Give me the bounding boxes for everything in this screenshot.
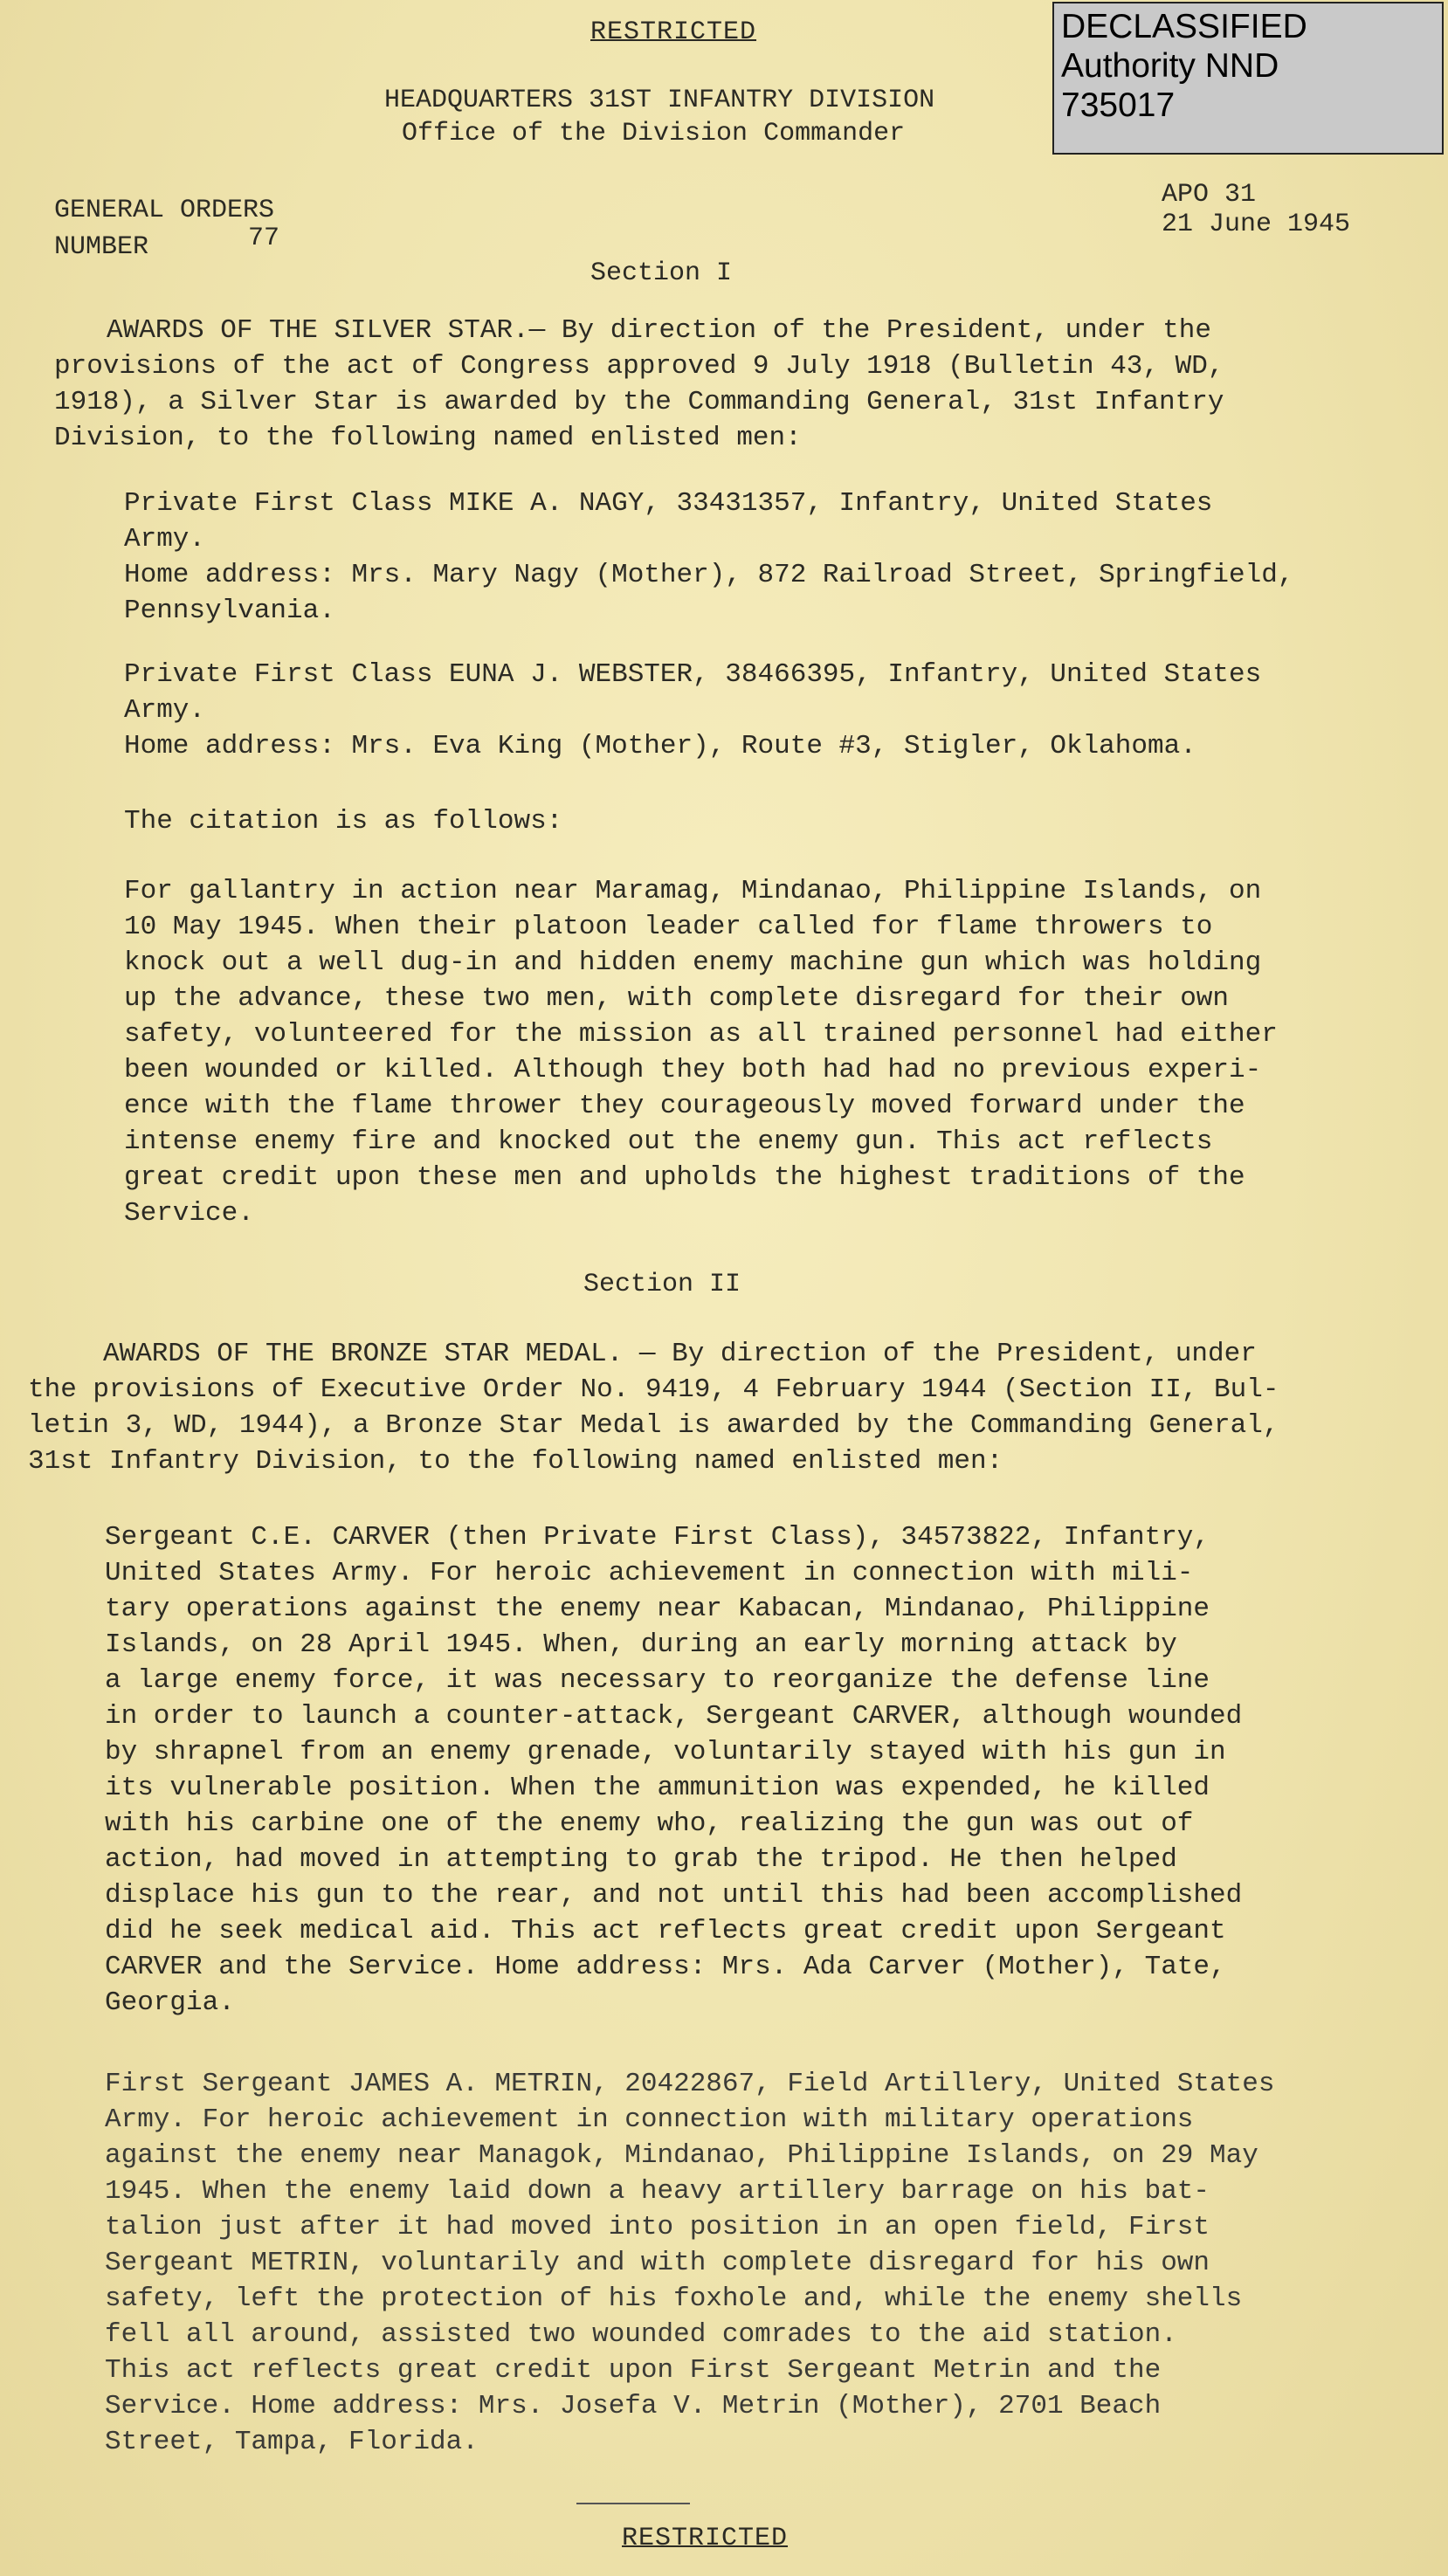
citation-text (124, 873, 1278, 1231)
award-line: Army. For heroic achievement in connection with military operations (105, 2104, 1194, 2135)
award-line: fell all around, assisted two wounded comrades to the aid station. (105, 2319, 1177, 2350)
recipient-line: Pennsylvania. (124, 596, 335, 626)
citation-line: ence with the flame thrower they courageously moved forward under the (124, 1091, 1245, 1121)
award-line: CARVER and the Service. Home address: Mrs. Ada Carver (Mother), Tate, (105, 1952, 1226, 1982)
intro-line: AWARDS OF THE SILVER STAR.— By direction of the President, under the (107, 315, 1212, 346)
award-line: 1945. When the enemy laid down a heavy artillery barrage on his bat- (105, 2176, 1210, 2207)
office-title: Office of the Division Commander (402, 119, 906, 148)
recipient-line: Home address: Mrs. Eva King (Mother), Route #3, Stigler, Oklahoma. (124, 731, 1196, 761)
intro-line: 1918), a Silver Star is awarded by the Commanding General, 31st Infantry (54, 387, 1224, 417)
award-line: tary operations against the enemy near Kabacan, Mindanao, Philippine (105, 1594, 1210, 1624)
award-line: talion just after it had moved into position in an open field, First (105, 2212, 1210, 2242)
citation-line: been wounded or killed. Although they both had had no previous experi- (124, 1055, 1262, 1085)
citation-line: knock out a well dug-in and hidden enemy machine gun which was holding (124, 947, 1262, 978)
award-line: in order to launch a counter-attack, Sergeant CARVER, although wounded (105, 1701, 1243, 1732)
citation-line: safety, volunteered for the mission as all trained personnel had either (124, 1019, 1278, 1050)
citation-line: intense enemy fire and knocked out the enemy gun. This act reflects (124, 1126, 1213, 1157)
stamp-line-2: Authority NND (1061, 47, 1279, 85)
intro-line: 31st Infantry Division, to the following named enlisted men: (28, 1446, 1003, 1477)
award-metrin (105, 2066, 1274, 2460)
award-line: First Sergeant JAMES A. METRIN, 20422867, Field Artillery, United States (105, 2069, 1275, 2099)
award-line: Islands, on 28 April 1945. When, during an early morning attack by (105, 1629, 1177, 1660)
citation-line: up the advance, these two men, with complete disregard for their own (124, 983, 1230, 1014)
recipient-line: Home address: Mrs. Mary Nagy (Mother), 872 Railroad Street, Springfield, (124, 560, 1294, 590)
section-1-heading: Section I (590, 258, 733, 288)
award-line: This act reflects great credit upon First Sergeant Metrin and the (105, 2355, 1162, 2386)
recipient-line: Private First Class EUNA J. WEBSTER, 38466395, Infantry, United States (124, 659, 1262, 690)
intro-line: letin 3, WD, 1944), a Bronze Star Medal is awarded by the Commanding General, (28, 1410, 1279, 1441)
award-line: Sergeant METRIN, voluntarily and with complete disregard for his own (105, 2248, 1210, 2278)
award-line: Sergeant C.E. CARVER (then Private First Class), 34573822, Infantry, (105, 1522, 1210, 1553)
restricted-top: RESTRICTED (590, 17, 757, 47)
award-line: Street, Tampa, Florida. (105, 2427, 479, 2457)
citation-line: 10 May 1945. When their platoon leader called for flame throwers to (124, 912, 1213, 942)
award-line: United States Army. For heroic achievement in connection with mili- (105, 1558, 1194, 1588)
citation-line: For gallantry in action near Maramag, Mindanao, Philippine Islands, on (124, 876, 1262, 906)
award-line: Service. Home address: Mrs. Josefa V. Metrin (Mother), 2701 Beach (105, 2391, 1162, 2421)
recipient-line: Army. (124, 524, 206, 554)
award-line: did he seek medical aid. This act reflects great credit upon Sergeant (105, 1916, 1226, 1946)
stamp-line-3: 735017 (1061, 86, 1176, 124)
award-line: a large enemy force, it was necessary to reorganize the defense line (105, 1665, 1210, 1696)
intro-line: AWARDS OF THE BRONZE STAR MEDAL. — By direction of the President, under (103, 1339, 1257, 1369)
award-line: by shrapnel from an enemy grenade, voluntarily stayed with his gun in (105, 1737, 1226, 1767)
award-line: with his carbine one of the enemy who, realizing the gun was out of (105, 1808, 1194, 1839)
recipient-nagy (124, 486, 1293, 629)
order-number: 77 (248, 224, 280, 253)
section-2-intro (28, 1336, 1279, 1479)
award-line: action, had moved in attempting to grab the tripod. He then helped (105, 1844, 1177, 1875)
section-1-intro (54, 313, 1224, 456)
award-line: its vulnerable position. When the ammunition was expended, he killed (105, 1773, 1210, 1803)
intro-line: provisions of the act of Congress approved 9 July 1918 (Bulletin 43, WD, (54, 351, 1224, 382)
recipient-line: Private First Class MIKE A. NAGY, 33431357, Infantry, United States (124, 488, 1213, 519)
stamp-line-1: DECLASSIFIED (1061, 8, 1307, 45)
general-orders-label: GENERAL ORDERS (54, 196, 275, 225)
restricted-bottom: RESTRICTED (622, 2524, 789, 2553)
award-line: safety, left the protection of his foxhole and, while the enemy shells (105, 2283, 1243, 2314)
section-2-heading: Section II (583, 1270, 741, 1299)
citation-line: great credit upon these men and upholds the highest traditions of the (124, 1162, 1245, 1193)
recipient-line: Army. (124, 695, 206, 726)
intro-line: the provisions of Executive Order No. 9419, 4 February 1944 (Section II, Bul- (28, 1374, 1279, 1405)
award-carver (105, 1519, 1242, 2021)
order-date: 21 June 1945 (1162, 210, 1351, 239)
award-line: Georgia. (105, 1987, 235, 2018)
intro-line: Division, to the following named enlisted men: (54, 423, 802, 453)
citation-label: The citation is as follows: (124, 806, 563, 837)
hq-title: HEADQUARTERS 31ST INFANTRY DIVISION (384, 86, 935, 115)
citation-line: Service. (124, 1198, 254, 1229)
award-line: displace his gun to the rear, and not until this had been accomplished (105, 1880, 1243, 1911)
declassified-stamp (1052, 2, 1444, 155)
number-label: NUMBER (54, 232, 149, 262)
recipient-webster (124, 657, 1261, 764)
award-line: against the enemy near Managok, Mindanao, Philippine Islands, on 29 May (105, 2140, 1258, 2171)
footer-divider (576, 2503, 690, 2504)
apo: APO 31 (1162, 180, 1257, 210)
